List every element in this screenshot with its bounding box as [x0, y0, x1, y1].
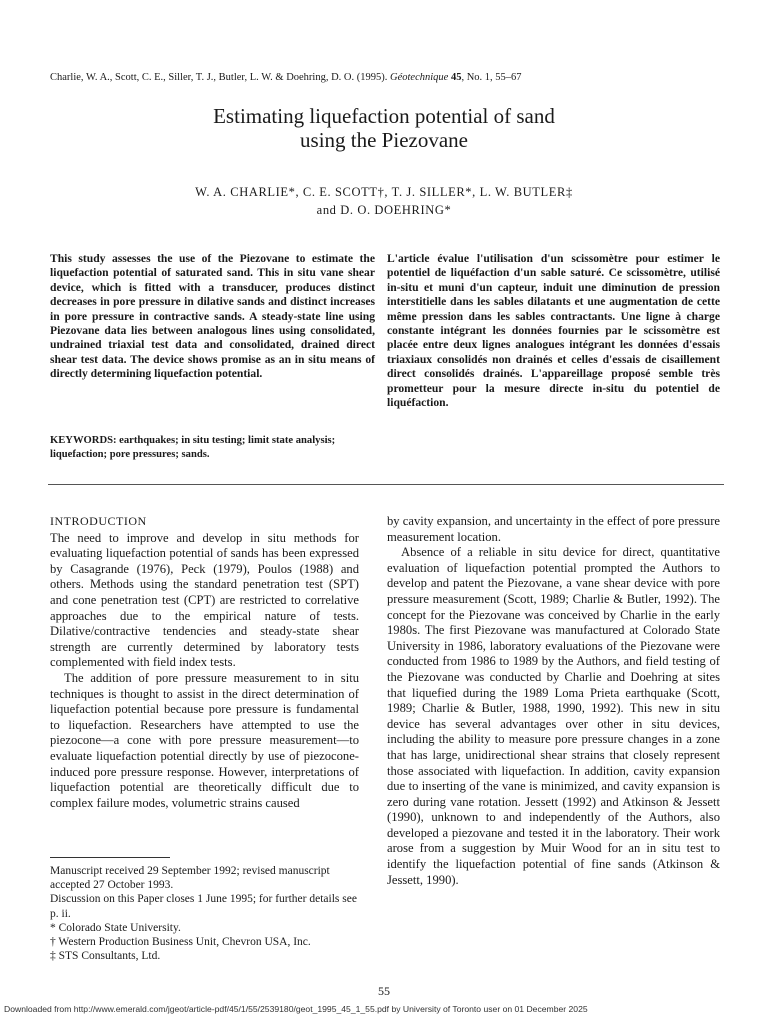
intro-paragraph-2: The addition of pore pressure measurement to in situ techniques is thought to assist in the direct determination of liquefaction potential because pore pressure is fundamental to liquefaction. Researchers have attempted to use the piezocone—a cone with pore pressure measurement—to evaluate liquefaction potential directly by use of piezocone-induced pore pressure response. However, interpretations of liquefaction potential are theoretically difficult due to complex failure modes, volumetric strains caused [50, 670, 359, 810]
footnote-affiliation-3: ‡ STS Consultants, Ltd. [50, 950, 161, 963]
author-list [60, 183, 708, 219]
citation-issue-pages: , No. 1, 55–67 [461, 72, 522, 83]
citation-line [50, 72, 730, 83]
citation-journal: Géotechnique [390, 72, 449, 83]
download-notice: Downloaded from http://www.emerald.com/jgeot/article-pdf/45/1/55/2539180/geot_1995_45_1_55.pdf by University of Toronto user on 01 December 2025 [4, 1004, 588, 1014]
authors-line-2: and D. O. DOEHRING* [316, 203, 452, 217]
abstract-english: This study assesses the use of the Piezovane to estimate the liquefaction potential of saturated sand. This in situ vane shear device, which is fitted with a transducer, produces distinct decreases in pore pressure in dilative sands and distinct increases in pore pressure in contractive sands. A steady-state line using Piezovane data lies between analogous lines using consolidated, undrained triaxial test data and consolidated, drained direct shear test data. The device shows promise as an in situ means of directly determining liquefaction potential. [50, 252, 375, 381]
title-line-2: using the Piezovane [300, 128, 468, 152]
citation-volume: 45 [450, 72, 462, 83]
footnote-discussion: Discussion on this Paper closes 1 June 1995; for further details see p. ii. [50, 893, 357, 920]
authors-line-1: W. A. CHARLIE*, C. E. SCOTT†, T. J. SILLER*, L. W. BUTLER‡ [195, 185, 573, 199]
footnote-affiliation-1: * Colorado State University. [50, 921, 181, 934]
section-heading-introduction: INTRODUCTION [50, 514, 147, 528]
footnotes [50, 864, 359, 963]
abstract-french: L'article évalue l'utilisation d'un scissomètre pour estimer le potentiel de liquéfaction d'un sable saturé. Ce scissomètre, utilisé in-situ et muni d'un capteur, induit une diminution de pression interstitielle dans les sables dilatants et une augmentation de cette même pression dans les sables contractants. Une ligne à charge constante intégrant les données fournies par le scissomètre est placée entre deux lignes analogues intégrant les données d'essais triaxiaux consolidés non drainés et celles d'essais de cisaillement direct consolidés drainés. L'appareillage proposé semble très prometteur pour la mesure directe in-situ du potentiel de liquéfaction. [387, 252, 720, 410]
footnote-affiliation-2: † Western Production Business Unit, Chevron USA, Inc. [50, 936, 311, 949]
citation-authors: Charlie, W. A., Scott, C. E., Siller, T. J., Butler, L. W. & Doehring, D. O. (1995). [50, 72, 388, 83]
paper-title [60, 104, 708, 152]
footnote-divider [50, 857, 170, 858]
footnote-manuscript: Manuscript received 29 September 1992; revised manuscript accepted 27 October 1993. [50, 865, 330, 892]
page-number: 55 [378, 984, 390, 998]
intro-paragraph-4: Absence of a reliable in situ device for direct, quantitative evaluation of liquefaction potential prompted the Authors to develop and patent the Piezovane, a vane shear device with pore pressure measurement (Scott, 1989; Charlie & Butler, 1992). The concept for the Piezovane was conceived by Charlie in the early 1980s. The first Piezovane was manufactured at Colorado State University in 1986, laboratory evaluations of the Piezovane were conducted from 1986 to 1989 by the Authors, and field testing of the Piezovane was conducted by Charlie and Doehring at sites that liquefied during the 1989 Loma Prieta earthquake (Scott, 1989; Charlie & Butler, 1988, 1990, 1992). This new in situ device has several advantages over other in situ devices, including the ability to measure pore pressure changes in a zone that has large, unidirectional shear strains that closely represent those associated with liquefaction. In addition, cavity expansion due to inserting of the vane is minimized, and cavity expansion is zero during vane rotation. Jessett (1992) and Atkinson & Jessett (1990), unknown to and independently of the Authors, also developed a piezovane and tested it in the laboratory. Their work arose from a suggestion by Muir Wood for an in situ test to identify the liquefaction potential of fine sands (Atkinson & Jessett, 1990). [387, 545, 720, 887]
body-column-right [387, 514, 720, 888]
keywords: KEYWORDS: earthquakes; in situ testing; limit state analysis; liquefaction; pore pressures; sands. [50, 435, 336, 460]
intro-paragraph-1: The need to improve and develop in situ methods for evaluating liquefaction potential of sands has been expressed by Casagrande (1976), Peck (1979), Poulos (1988) and others. Methods using the standard penetration test (SPT) and cone penetration test (CPT) are restricted to correlative approaches due to the empirical nature of tests. Dilative/contractive tendencies and steady-state shear strength are currently determined by laboratory tests complemented with field index tests. [50, 530, 359, 670]
body-column-left [50, 514, 359, 811]
intro-paragraph-3: by cavity expansion, and uncertainty in the effect of pore pressure measurement location. [387, 514, 720, 544]
title-line-1: Estimating liquefaction potential of sand [213, 104, 555, 128]
section-divider [48, 484, 724, 485]
